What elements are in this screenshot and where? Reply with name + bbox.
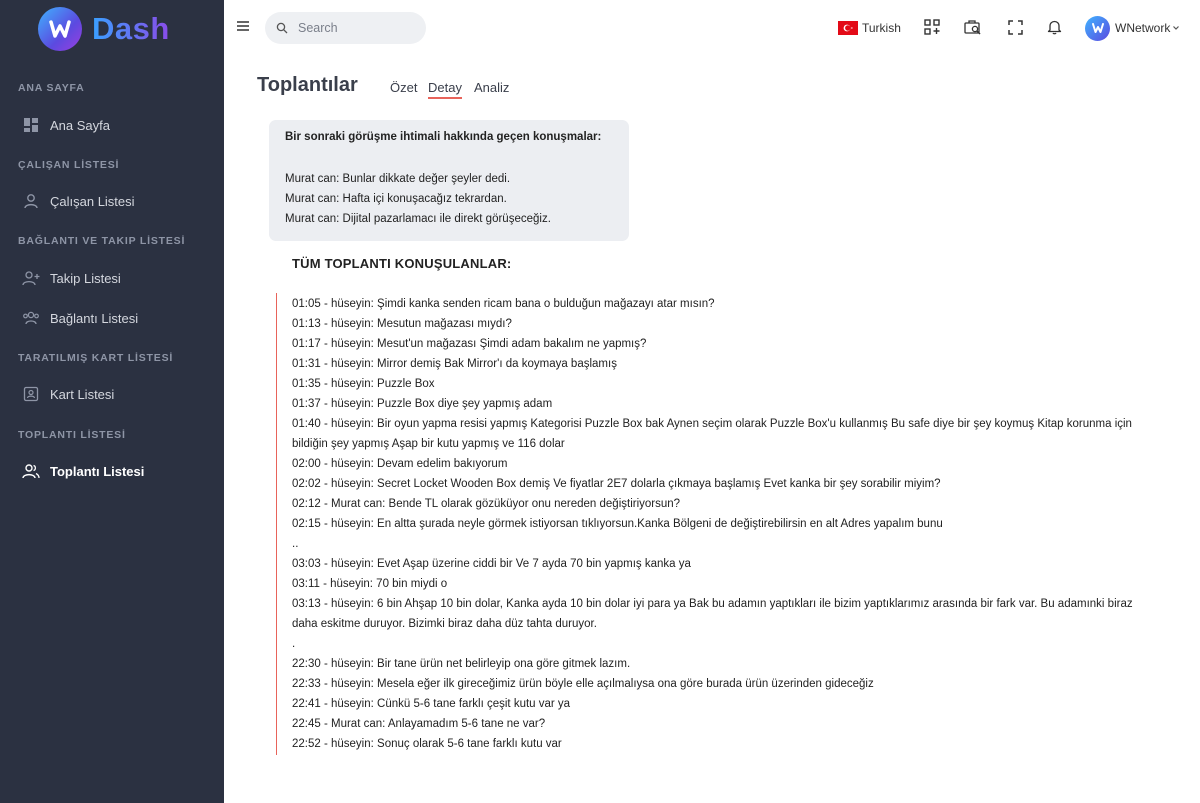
- search-icon: [276, 22, 288, 34]
- page-title: Toplantılar: [257, 74, 358, 96]
- transcript-line: 01:37 - hüseyin: Puzzle Box diye şey yapmış adam: [292, 398, 553, 410]
- users-icon: [22, 309, 40, 327]
- fullscreen-button[interactable]: [1005, 17, 1025, 37]
- avatar: [1085, 16, 1110, 41]
- transcript-line: .: [292, 638, 296, 650]
- user-plus-icon: [22, 269, 40, 287]
- sidebar: [0, 0, 224, 803]
- summary-line: Murat can: Hafta içi konuşacağız tekrardan.: [285, 193, 507, 205]
- transcript-line: 03:13 - hüseyin: 6 bin Ahşap 10 bin dolar, Kanka ayda 10 bin dolar iyi para ya Bak bu adamın yaptıkları ile bizim yaptıklarımız arasında bir fark var. Bu adamınki biraz: [292, 598, 1133, 610]
- sidebar-item-label: Ana Sayfa: [50, 117, 110, 133]
- transcript-line: 22:52 - hüseyin: Sonuç olarak 5-6 tane farklı kutu var: [292, 738, 562, 750]
- transcript-line: ..: [292, 538, 299, 550]
- search-card-button[interactable]: [963, 17, 983, 37]
- sidebar-item-label: Bağlantı Listesi: [50, 310, 139, 326]
- tab-detay[interactable]: Detay: [428, 80, 462, 99]
- brand-logo[interactable]: [38, 7, 170, 51]
- transcript-line: 22:30 - hüseyin: Bir tane ürün net belirleyip ona göre gitmek lazım.: [292, 658, 631, 670]
- brand-name: Dash: [92, 11, 170, 46]
- transcript-line: 02:02 - hüseyin: Secret Locket Wooden Box demiş Ve fiyatlar 2E7 dolarla çıkmaya başlamış Evet kanka bir şey sorabilir miyim?: [292, 478, 941, 490]
- hamburger-icon: [236, 19, 250, 33]
- section-title-toplanti-listesi: TOPLANTI LİSTESİ: [18, 429, 126, 441]
- qr-add-button[interactable]: [922, 17, 942, 37]
- id-card-icon: [22, 385, 40, 403]
- meeting-users-icon: [22, 462, 40, 480]
- sidebar-item-label: Çalışan Listesi: [50, 193, 135, 209]
- next-meeting-summary-card: [269, 120, 629, 241]
- user-menu[interactable]: [1085, 15, 1180, 41]
- tab-ozet[interactable]: Özet: [390, 80, 418, 95]
- sidebar-item-baglanti-listesi[interactable]: [22, 306, 138, 330]
- transcript-line: 01:05 - hüseyin: Şimdi kanka senden ricam bana o bulduğun mağazayı atar mısın?: [292, 298, 715, 310]
- summary-title: Bir sonraki görüşme ihtimali hakkında geçen konuşmalar:: [285, 131, 602, 143]
- transcript-line: 03:03 - hüseyin: Evet Aşap üzerine ciddi bir Ve 7 ayda 70 bin yapmış kanka ya: [292, 558, 691, 570]
- transcript-line: 22:41 - hüseyin: Cünkü 5-6 tane farklı çeşit kutu var ya: [292, 698, 571, 710]
- menu-toggle-button[interactable]: [236, 19, 252, 35]
- transcript-line: 02:15 - hüseyin: En altta şurada neyle görmek istiyorsan tıklıyorsun.Kanka Bölgeni de değiştirebilirsin en alt Adres yapalım bunu: [292, 518, 943, 530]
- section-title-ana-sayfa: ANA SAYFA: [18, 82, 85, 94]
- tab-analiz[interactable]: Analiz: [474, 80, 510, 95]
- language-label: Turkish: [862, 21, 901, 35]
- turkey-flag-icon: [838, 21, 858, 35]
- transcript-list: [276, 293, 1136, 755]
- transcript-line: bildiğin şey yapmış Aşap bir kutu yapmış ve 116 dolar: [292, 438, 565, 450]
- section-title-baglanti-takip: BAĞLANTI VE TAKIP LİSTESİ: [18, 235, 186, 247]
- search-box: [265, 12, 426, 44]
- sidebar-item-takip-listesi[interactable]: [22, 266, 121, 290]
- card-search-icon: [964, 19, 982, 36]
- transcript-line: daha eskitme duruyor. Bizimki biraz daha düz tahta duruyor.: [292, 618, 597, 630]
- transcript-title: TÜM TOPLANTI KONUŞULANLAR:: [292, 256, 512, 271]
- sidebar-item-calisan-listesi[interactable]: [22, 189, 135, 213]
- logo-mark-icon: [38, 7, 82, 51]
- user-name: WNetwork: [1115, 21, 1171, 35]
- sidebar-item-toplanti-listesi[interactable]: [22, 459, 144, 483]
- transcript-line: 02:00 - hüseyin: Devam edelim bakıyorum: [292, 458, 508, 470]
- fullscreen-icon: [1008, 20, 1023, 35]
- transcript-line: 02:12 - Murat can: Bende TL olarak gözüküyor onu nereden değiştiriyorsun?: [292, 498, 681, 510]
- search-input[interactable]: [298, 21, 408, 35]
- avatar-logo-icon: [1090, 20, 1106, 36]
- transcript-line: 03:11 - hüseyin: 70 bin miydi o: [292, 578, 448, 590]
- chevron-down-icon: [1172, 24, 1180, 32]
- sidebar-item-kart-listesi[interactable]: [22, 382, 114, 406]
- transcript-line: 01:13 - hüseyin: Mesutun mağazası mıydı?: [292, 318, 512, 330]
- summary-line: Murat can: Dijital pazarlamacı ile direkt görüşeceğiz.: [285, 213, 551, 225]
- dashboard-icon: [22, 116, 40, 134]
- section-title-kart-listesi: TARATILMIŞ KART LİSTESİ: [18, 352, 174, 364]
- section-title-calisan-listesi: ÇALIŞAN LİSTESİ: [18, 159, 120, 171]
- user-icon: [22, 192, 40, 210]
- transcript-line: 22:45 - Murat can: Anlayamadım 5-6 tane ne var?: [292, 718, 546, 730]
- summary-line: Murat can: Bunlar dikkate değer şeyler dedi.: [285, 173, 511, 185]
- sidebar-item-ana-sayfa[interactable]: [22, 113, 110, 137]
- transcript-line: 01:40 - hüseyin: Bir oyun yapma resisi yapmış Kategorisi Puzzle Box bak Aynen seçim olarak Puzzle Box'u kullanmış Bu safe diye bir şey koymuş Kitap korunma için: [292, 418, 1132, 430]
- transcript-line: 01:35 - hüseyin: Puzzle Box: [292, 378, 435, 390]
- language-selector[interactable]: [838, 19, 901, 37]
- qr-code-icon: [924, 19, 940, 35]
- sidebar-item-label: Takip Listesi: [50, 270, 121, 286]
- bell-icon: [1047, 19, 1062, 35]
- transcript-line: 01:17 - hüseyin: Mesut'un mağazası Şimdi adam bakalım ne yapmış?: [292, 338, 647, 350]
- transcript-line: 01:31 - hüseyin: Mirror demiş Bak Mirror'ı da koymaya başlamış: [292, 358, 617, 370]
- sidebar-item-label: Kart Listesi: [50, 386, 115, 402]
- notifications-button[interactable]: [1044, 17, 1064, 37]
- sidebar-item-label: Toplantı Listesi: [50, 463, 145, 479]
- transcript-line: 22:33 - hüseyin: Mesela eğer ilk gireceğimiz ürün böyle elle açılmalıysa ona göre burada ürün üzerinden gideceğiz: [292, 678, 874, 690]
